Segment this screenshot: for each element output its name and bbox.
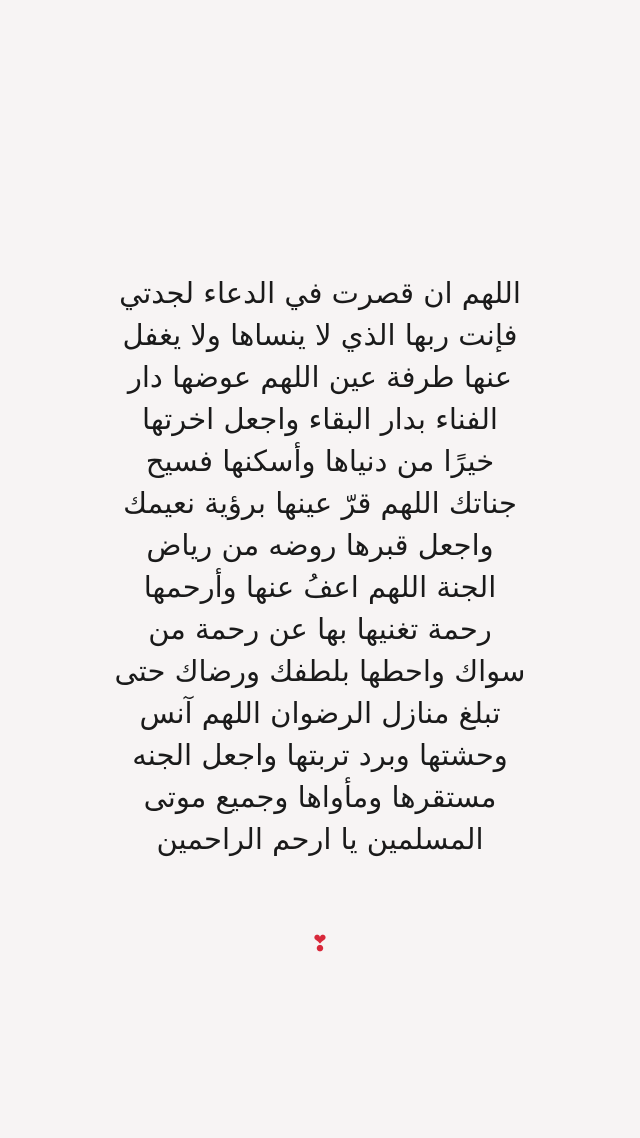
dua-line: رحمة تغنيها بها عن رحمة من [148, 612, 492, 646]
dua-line: الفناء بدار البقاء واجعل اخرتها [141, 402, 498, 436]
dua-line: الجنة اللهم اعفُ عنها وأرحمها [143, 570, 497, 604]
dua-line: المسلمين يا ارحم الراحمين [156, 822, 484, 856]
dua-line: اللهم ان قصرت في الدعاء لجدتي [119, 276, 521, 310]
dua-line: عنها طرفة عين اللهم عوضها دار [127, 360, 513, 394]
dua-line: سواك واحطها بلطفك ورضاك حتى [114, 654, 526, 688]
dua-line: جناتك اللهم قرّ عينها برؤية نعيمك [123, 486, 517, 520]
dua-line: فإنت ربها الذي لا ينساها ولا يغفل [122, 318, 518, 352]
dua-line: واجعل قبرها روضه من رياض [146, 528, 494, 562]
dua-line: تبلغ منازل الرضوان اللهم آنس [139, 696, 501, 730]
dua-text-block [60, 272, 580, 860]
dua-line: مستقرها ومأواها وجميع موتى [143, 780, 497, 814]
dua-line: وحشتها وبرد تربتها واجعل الجنه [132, 738, 508, 772]
dua-line: خيرًا من دنياها وأسكنها فسيح [145, 444, 495, 478]
heart-exclamation-icon: ❣ [310, 932, 330, 957]
